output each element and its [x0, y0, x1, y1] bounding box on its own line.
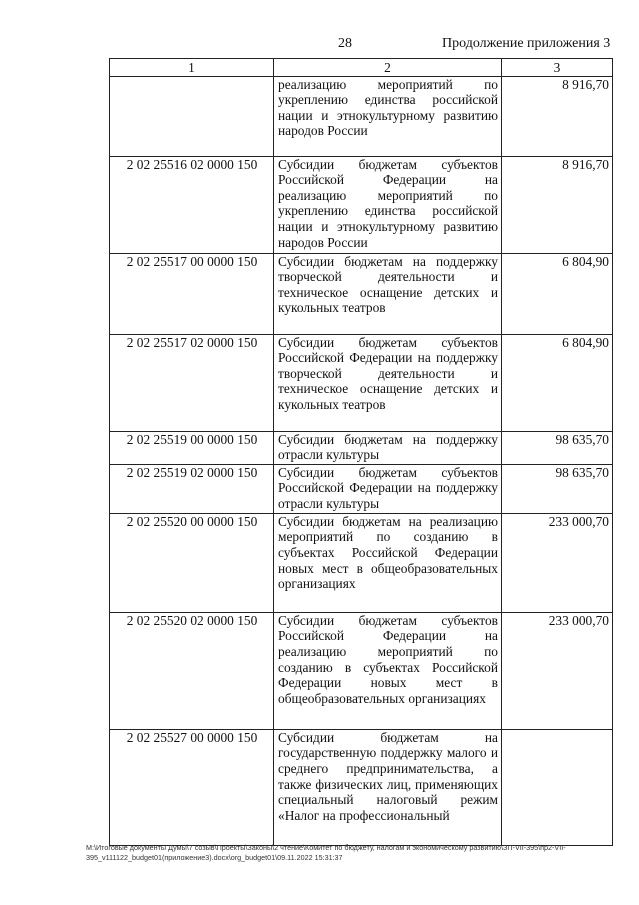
table-row [110, 513, 613, 612]
budget-code: 2 02 25516 02 0000 150 [110, 156, 274, 253]
budget-amount: 233 000,70 [502, 612, 613, 729]
document-footer-path: M:\Итоговые документы Думы\7 созыв\Проекты\Законы\2 чтение\Комитет по бюджету, налогам и экономическому развитию\ЗП-VII-395\пр2-VII-395_v111122_budget01(приложение3).docx\org_budget01\09.11.2022 15:31:37 [86, 843, 566, 862]
budget-amount: 8 916,70 [502, 156, 613, 253]
budget-code: 2 02 25520 00 0000 150 [110, 513, 274, 612]
budget-description: Субсидии бюджетам субъектов Российской Федерации на поддержку отрасли культуры [274, 464, 502, 513]
budget-amount: 233 000,70 [502, 513, 613, 612]
budget-description: Субсидии бюджетам субъектов Российской Федерации на реализацию мероприятий по укреплению единства российской нации и этнокультурному развитию народов России [274, 156, 502, 253]
table-row [110, 76, 613, 156]
column-header: 3 [502, 59, 613, 77]
continuation-label: Продолжение приложения 3 [442, 36, 611, 51]
budget-code: 2 02 25519 02 0000 150 [110, 464, 274, 513]
budget-description: Субсидии бюджетам на государственную поддержку малого и среднего предпринимательства, а также физических лиц, применяющих специальный налоговый режим «Налог на профессиональный [274, 729, 502, 845]
table-row [110, 729, 613, 845]
column-header: 2 [274, 59, 502, 77]
table-row [110, 156, 613, 253]
table-row [110, 612, 613, 729]
table-header-row [110, 59, 613, 77]
budget-description: Субсидии бюджетам на поддержку творческой деятельности и техническое оснащение детских и кукольных театров [274, 253, 502, 334]
budget-description: Субсидии бюджетам на реализацию мероприятий по созданию в субъектах Российской Федерации новых мест в общеобразовательных организациях [274, 513, 502, 612]
budget-amount [502, 729, 613, 845]
budget-code: 2 02 25519 00 0000 150 [110, 431, 274, 464]
budget-amount: 98 635,70 [502, 431, 613, 464]
budget-code: 2 02 25517 00 0000 150 [110, 253, 274, 334]
table-row [110, 334, 613, 431]
budget-amount: 98 635,70 [502, 464, 613, 513]
budget-amount: 6 804,90 [502, 253, 613, 334]
table-row [110, 253, 613, 334]
budget-description: Субсидии бюджетам субъектов Российской Федерации на реализацию мероприятий по созданию в субъектах Российской Федерации новых мест в общеобразовательных организациях [274, 612, 502, 729]
budget-description: Субсидии бюджетам на поддержку отрасли культуры [274, 431, 502, 464]
budget-table [109, 58, 613, 846]
table-row [110, 431, 613, 464]
budget-code: 2 02 25527 00 0000 150 [110, 729, 274, 845]
budget-code: 2 02 25517 02 0000 150 [110, 334, 274, 431]
budget-description: Субсидии бюджетам субъектов Российской Федерации на поддержку творческой деятельности и техническое оснащение детских и кукольных театров [274, 334, 502, 431]
column-header: 1 [110, 59, 274, 77]
page-number: 28 [338, 36, 352, 51]
table-row [110, 464, 613, 513]
budget-amount: 8 916,70 [502, 76, 613, 156]
budget-amount: 6 804,90 [502, 334, 613, 431]
budget-code: 2 02 25520 02 0000 150 [110, 612, 274, 729]
budget-description: реализацию мероприятий по укреплению единства российской нации и этнокультурному развитию народов России [274, 76, 502, 156]
budget-code [110, 76, 274, 156]
